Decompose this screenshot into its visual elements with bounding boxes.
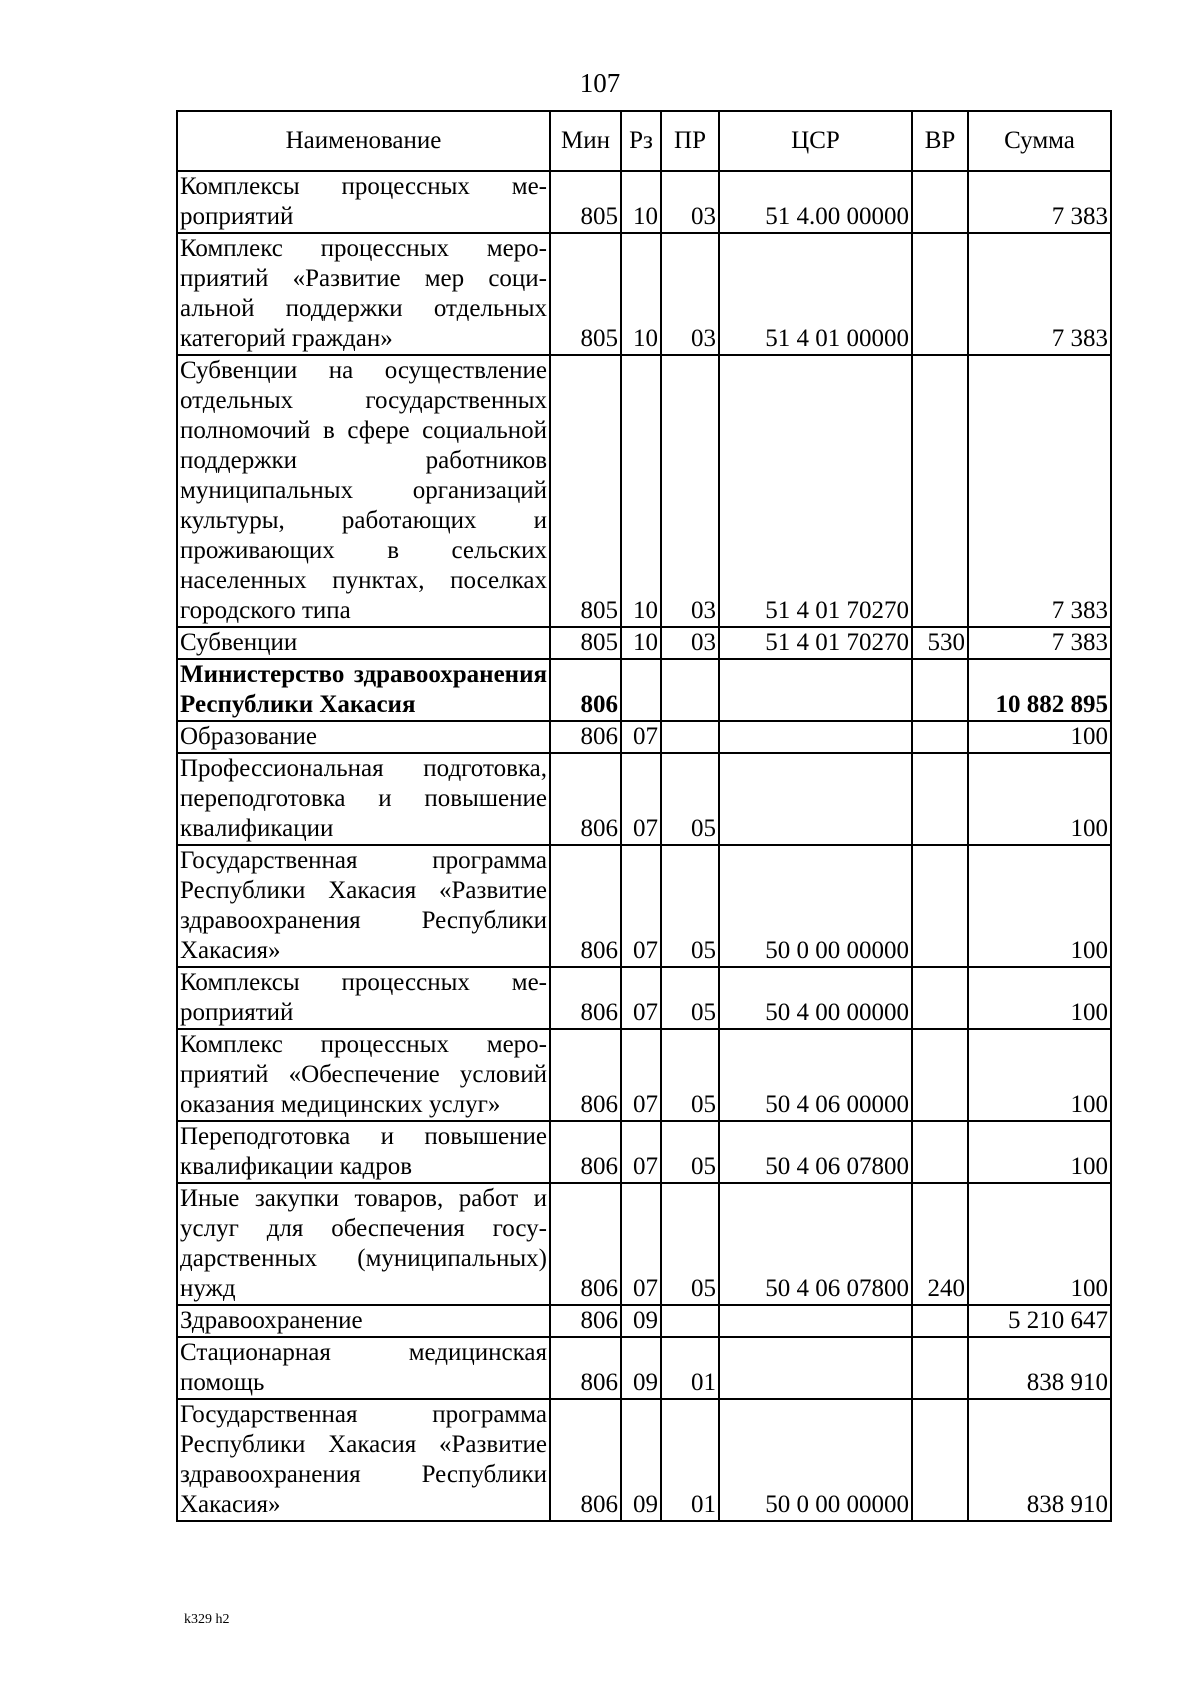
cell-sum: 7 383 [968,355,1111,627]
cell-name: Субвенции на осуществление отдельных государственных полномочий в сфере социальной поддержки работников муниципальных организаций культуры, работающих и проживающих в сельских населенных пунктах, поселках городского типа [177,355,550,627]
page-number: 107 [579,68,621,98]
header-sum: Сумма [968,111,1111,171]
cell-name: Стационарная медицинская помощь [177,1337,550,1399]
cell-rz: 09 [621,1337,661,1399]
cell-min: 806 [550,1399,621,1521]
header-min: Мин [550,111,621,171]
table-row [177,1399,1111,1521]
table-header-row [177,111,1111,171]
cell-rz: 10 [621,627,661,659]
cell-csr: 50 4 06 07800 [719,1121,912,1183]
cell-csr: 51 4 01 70270 [719,355,912,627]
header-rz: Рз [621,111,661,171]
cell-name: Здравоохранение [177,1305,550,1337]
cell-name: Комплекс процессных мероприятий «Развитие мер социальной поддержки отдельных категорий граждан» [177,233,550,355]
table-row [177,721,1111,753]
cell-name: Министерство здравоохранения Республики Хакасия [177,659,550,721]
cell-sum: 100 [968,721,1111,753]
cell-vr [912,233,968,355]
cell-csr: 51 4.00 00000 [719,171,912,233]
cell-min: 806 [550,1029,621,1121]
header-pr: ПР [661,111,719,171]
cell-sum: 100 [968,1121,1111,1183]
cell-rz: 10 [621,355,661,627]
cell-name: Иные закупки товаров, работ и услуг для обеспечения государственных (муниципальных) нужд [177,1183,550,1305]
header-csr: ЦСР [719,111,912,171]
cell-pr [661,659,719,721]
cell-csr [719,659,912,721]
cell-rz: 07 [621,967,661,1029]
table-row [177,1029,1111,1121]
cell-min: 806 [550,1183,621,1305]
cell-csr: 51 4 01 70270 [719,627,912,659]
cell-sum: 100 [968,1183,1111,1305]
table-row [177,753,1111,845]
cell-vr: 240 [912,1183,968,1305]
cell-pr: 03 [661,233,719,355]
table-row [177,627,1111,659]
table-row [177,1337,1111,1399]
cell-sum: 10 882 895 [968,659,1111,721]
cell-csr: 51 4 01 00000 [719,233,912,355]
cell-csr: 50 4 06 00000 [719,1029,912,1121]
cell-pr: 05 [661,845,719,967]
cell-rz: 07 [621,721,661,753]
cell-pr: 05 [661,1029,719,1121]
cell-sum: 838 910 [968,1399,1111,1521]
cell-name: Комплекс процессных мероприятий «Обеспечение условий оказания медицинских услуг» [177,1029,550,1121]
cell-pr: 05 [661,1121,719,1183]
cell-sum: 7 383 [968,233,1111,355]
cell-csr: 50 0 00 00000 [719,1399,912,1521]
cell-name: Образование [177,721,550,753]
cell-vr [912,753,968,845]
header-vr: ВР [912,111,968,171]
table-row [177,171,1111,233]
cell-csr: 50 4 06 07800 [719,1183,912,1305]
footer-code: k329 h2 [184,1612,230,1627]
table-row [177,845,1111,967]
budget-table [176,110,1112,1522]
table-row [177,1121,1111,1183]
cell-vr [912,721,968,753]
cell-rz: 07 [621,753,661,845]
cell-sum: 838 910 [968,1337,1111,1399]
cell-vr [912,1399,968,1521]
cell-name: Государственная программа Республики Хакасия «Развитие здравоохранения Республики Хакасия» [177,1399,550,1521]
cell-sum: 100 [968,753,1111,845]
cell-rz: 07 [621,845,661,967]
cell-pr: 01 [661,1399,719,1521]
cell-name: Субвенции [177,627,550,659]
cell-rz: 07 [621,1121,661,1183]
table-body [177,171,1111,1521]
cell-vr [912,1337,968,1399]
table-row [177,1183,1111,1305]
cell-pr: 03 [661,171,719,233]
cell-sum: 100 [968,1029,1111,1121]
cell-name: Переподготовка и повышение квалификации кадров [177,1121,550,1183]
cell-pr: 03 [661,355,719,627]
cell-rz: 07 [621,1183,661,1305]
cell-rz [621,659,661,721]
cell-csr [719,1305,912,1337]
table-row [177,233,1111,355]
cell-vr [912,659,968,721]
table-row [177,355,1111,627]
cell-sum: 7 383 [968,627,1111,659]
cell-vr [912,355,968,627]
cell-pr: 05 [661,967,719,1029]
cell-vr [912,967,968,1029]
cell-pr: 05 [661,753,719,845]
cell-pr [661,1305,719,1337]
cell-name: Комплексы процессных мероприятий [177,171,550,233]
cell-min: 806 [550,845,621,967]
cell-rz: 10 [621,233,661,355]
cell-min: 806 [550,1121,621,1183]
cell-pr: 01 [661,1337,719,1399]
cell-pr: 05 [661,1183,719,1305]
cell-sum: 100 [968,967,1111,1029]
cell-min: 806 [550,721,621,753]
cell-sum: 5 210 647 [968,1305,1111,1337]
cell-csr [719,721,912,753]
cell-csr [719,753,912,845]
cell-pr [661,721,719,753]
cell-csr: 50 0 00 00000 [719,845,912,967]
cell-csr: 50 4 00 00000 [719,967,912,1029]
cell-min: 805 [550,355,621,627]
table-row [177,1305,1111,1337]
cell-min: 806 [550,753,621,845]
cell-min: 805 [550,171,621,233]
cell-min: 805 [550,627,621,659]
cell-name: Профессиональная подготовка, переподготовка и повышение квалификации [177,753,550,845]
cell-vr [912,1029,968,1121]
cell-min: 805 [550,233,621,355]
cell-min: 806 [550,1305,621,1337]
cell-pr: 03 [661,627,719,659]
cell-name: Государственная программа Республики Хакасия «Развитие здравоохранения Республики Хакасия» [177,845,550,967]
cell-vr [912,1305,968,1337]
table-row [177,659,1111,721]
cell-sum: 100 [968,845,1111,967]
header-name: Наименование [177,111,550,171]
cell-sum: 7 383 [968,171,1111,233]
cell-rz: 07 [621,1029,661,1121]
cell-min: 806 [550,967,621,1029]
cell-csr [719,1337,912,1399]
cell-name: Комплексы процессных мероприятий [177,967,550,1029]
cell-rz: 09 [621,1399,661,1521]
cell-vr: 530 [912,627,968,659]
cell-vr [912,845,968,967]
cell-rz: 09 [621,1305,661,1337]
cell-rz: 10 [621,171,661,233]
cell-vr [912,1121,968,1183]
cell-min: 806 [550,659,621,721]
cell-vr [912,171,968,233]
table-row [177,967,1111,1029]
cell-min: 806 [550,1337,621,1399]
